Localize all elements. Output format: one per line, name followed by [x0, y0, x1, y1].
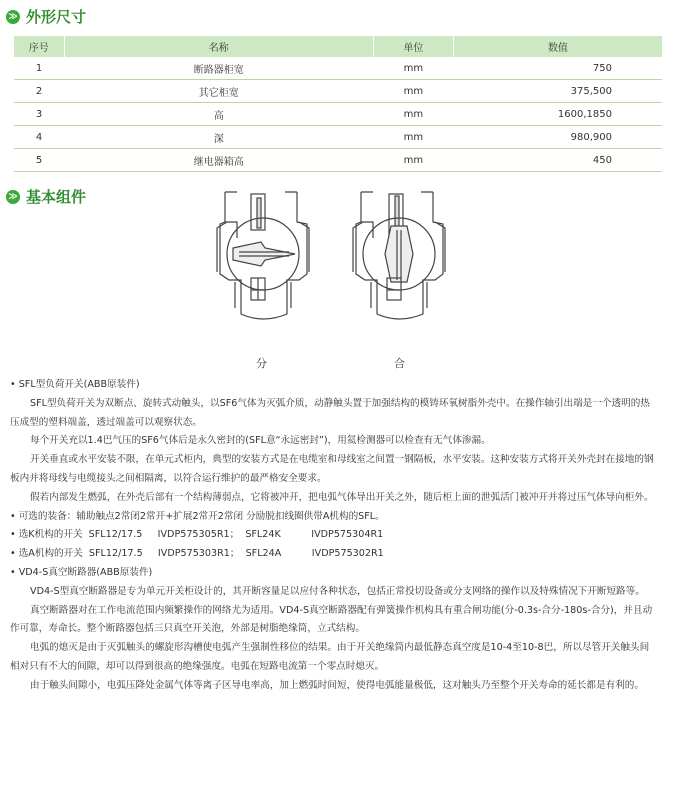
diagram-label-open: 分: [256, 357, 267, 370]
cell-value: 1600,1850: [453, 103, 662, 126]
green-circle-bullet-icon: ≫: [6, 10, 20, 24]
cell-name: 深: [64, 126, 373, 149]
paragraph: 由于触头间隙小，电弧压降处金属气体等离子区导电率高，加上燃弧时间短，使得电弧能量极低，这对触头乃至整个开关寿命的延长都是有利的。: [30, 679, 644, 691]
cell-unit: mm: [373, 80, 453, 103]
paragraph: • SFL型负荷开关(ABB原装件): [10, 379, 140, 390]
cell-value: 450: [453, 149, 662, 172]
diagram-label-closed: 合: [394, 357, 405, 370]
column-header-unit: 单位: [373, 36, 453, 57]
cell-no: 3: [14, 103, 64, 126]
paragraph: • 可选的装备：辅助触点2常闭2常开+扩展2常开2常闭 分励脱扣线圈供带A机构的SFL。: [10, 510, 385, 522]
section-header-components: [6, 186, 86, 207]
green-circle-bullet-icon: ≫: [6, 190, 20, 204]
table-row: [14, 149, 662, 172]
table-row: [14, 126, 662, 149]
paragraph: SFL型负荷开关为双断点、旋转式动触头，以SF6气体为灭弧介质，动静触头置于加强结构的模铸环氧树脂外壳中。在操作轴引出端是一个透明的热压成型的塑料端盖，透过端盖可以观察状态。: [10, 397, 650, 428]
cell-value: 750: [453, 57, 662, 80]
cell-no: 4: [14, 126, 64, 149]
paragraph: • 选A机构的开关 SFL12/17.5 IVDP575303R1； SFL24A IVDP575302R1: [10, 548, 384, 560]
paragraph: 电弧的熄灭是由于灭弧触头的螺旋形沟槽使电弧产生强制性移位的结果。由于开关绝缘筒内最低静态真空度是10-4至10-8巴，所以尽管开关触头间相对只有不大的间隙，却可以得到很高的绝缘强度。电弧在短路电流第一个零点时熄灭。: [10, 642, 650, 672]
body-text: [10, 376, 658, 696]
cell-name: 其它柜宽: [64, 80, 373, 103]
closed-switch-figure: [353, 192, 445, 319]
cell-unit: mm: [373, 126, 453, 149]
switch-diagram: [215, 182, 455, 340]
table-row: [14, 80, 662, 103]
open-switch-figure: [217, 192, 309, 319]
cell-no: 5: [14, 149, 64, 172]
cell-unit: mm: [373, 103, 453, 126]
section-header-dimensions: [6, 6, 86, 27]
cell-no: 2: [14, 80, 64, 103]
paragraph: 开关垂直或水平安装不限，在单元式柜内，典型的安装方式是在电缆室和母线室之间置一钢隔板，水平安装。这种安装方式将开关外壳封在接地的钢板内并将母线与电缆接头之间相隔离，以符合运行维护的最严格安全要求。: [10, 454, 654, 484]
table-row: [14, 57, 662, 80]
table-row: [14, 103, 662, 126]
column-header-no: 序号: [14, 36, 64, 57]
table-header-row: [14, 36, 662, 57]
section-title: 外形尺寸: [26, 8, 87, 26]
column-header-name: 名称: [64, 36, 373, 57]
column-header-value: 数值: [453, 36, 662, 57]
cell-name: 断路器柜宽: [64, 57, 373, 80]
cell-no: 1: [14, 57, 64, 80]
cell-value: 980,900: [453, 126, 662, 149]
paragraph: 真空断路器对在工作电流范围内频繁操作的网络尤为适用。VD4-S真空断路器配有弹簧操作机构具有重合闸功能(分-0.3s-合分-180s-合分)，并且动作可靠，寿命长。整个断路器包括三只真空开关泡，外部是树脂绝缘筒，立式结构。: [10, 604, 653, 635]
cell-name: 继电器箱高: [64, 149, 373, 172]
cell-unit: mm: [373, 57, 453, 80]
paragraph: VD4-S型真空断路器是专为单元开关柜设计的，其开断容量足以应付各种状态，包括正常投切设备或分支网络的操作以及特殊情况下开断短路等。: [30, 585, 645, 597]
cell-value: 375,500: [453, 80, 662, 103]
paragraph: 每个开关充以1.4巴气压的SF6气体后是永久密封的(SFL意“永远密封”)，用氦检测器可以检查有无气体渗漏。: [30, 435, 491, 447]
paragraph: • 选K机构的开关 SFL12/17.5 IVDP575305R1； SFL24K IVDP575304R1: [10, 529, 384, 541]
section-title: 基本组件: [26, 188, 87, 206]
cell-unit: mm: [373, 149, 453, 172]
cell-name: 高: [64, 103, 373, 126]
paragraph: • VD4-S真空断路器(ABB原装件): [10, 566, 153, 578]
paragraph: 假若内部发生燃弧，在外壳后部有一个结构薄弱点，它将被冲开，把电弧气体导出开关之外，随后柜上面的泄弧活门被冲开并将过压气体导向柜外。: [30, 491, 654, 503]
dimensions-table: [14, 36, 662, 172]
